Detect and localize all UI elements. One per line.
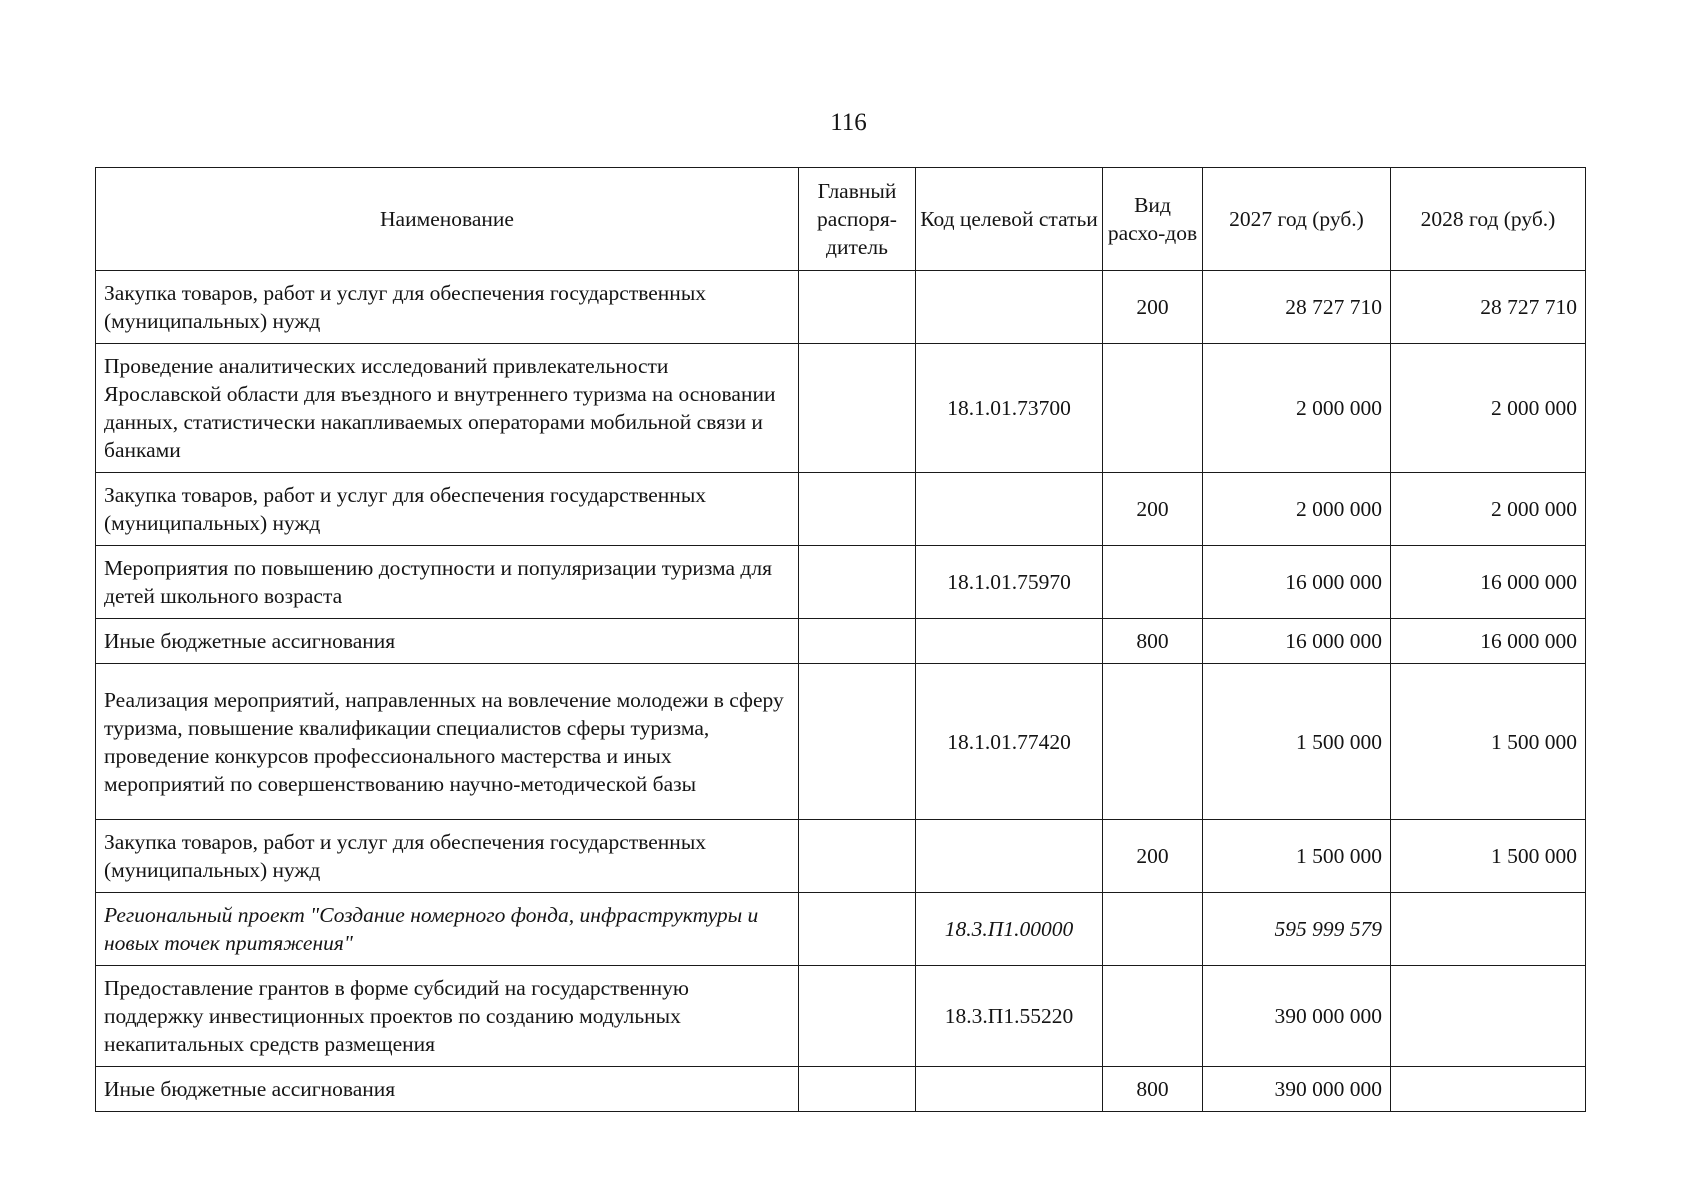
- table-row: [96, 473, 1586, 546]
- row-expense-type: [1103, 344, 1203, 473]
- row-target-code: 18.1.01.75970: [916, 546, 1103, 619]
- row-main-manager: [799, 619, 916, 664]
- row-name: Иные бюджетные ассигнования: [96, 619, 799, 664]
- table-row: [96, 664, 1586, 820]
- table-row: [96, 546, 1586, 619]
- header-target-code: Код целевой статьи: [916, 168, 1103, 271]
- table-row: [96, 966, 1586, 1067]
- row-name: Закупка товаров, работ и услуг для обеспечения государственных (муниципальных) нужд: [96, 820, 799, 893]
- row-target-code: 18.1.01.73700: [916, 344, 1103, 473]
- table-row: [96, 619, 1586, 664]
- row-main-manager: [799, 966, 916, 1067]
- row-target-code: [916, 1067, 1103, 1112]
- row-year-2027: 1 500 000: [1203, 820, 1391, 893]
- row-expense-type: [1103, 893, 1203, 966]
- header-year-2027: 2027 год (руб.): [1203, 168, 1391, 271]
- row-year-2027: 16 000 000: [1203, 619, 1391, 664]
- table-row: [96, 344, 1586, 473]
- row-target-code: [916, 271, 1103, 344]
- row-expense-type: 200: [1103, 271, 1203, 344]
- row-main-manager: [799, 664, 916, 820]
- header-expense-type: Вид расхо-дов: [1103, 168, 1203, 271]
- row-year-2028: 28 727 710: [1391, 271, 1586, 344]
- row-name: Проведение аналитических исследований привлекательности Ярославской области для въездного и внутреннего туризма на основании данных, статистически накапливаемых операторами мобильной связи и банками: [96, 344, 799, 473]
- row-expense-type: 200: [1103, 820, 1203, 893]
- row-target-code: [916, 473, 1103, 546]
- row-name: Закупка товаров, работ и услуг для обеспечения государственных (муниципальных) нужд: [96, 473, 799, 546]
- row-expense-type: [1103, 966, 1203, 1067]
- row-year-2027: 16 000 000: [1203, 546, 1391, 619]
- row-name: Реализация мероприятий, направленных на вовлечение молодежи в сферу туризма, повышение квалификации специалистов сферы туризма, проведение конкурсов профессионального мастерства и иных мероприятий по совершенствованию научно-методической базы: [96, 664, 799, 820]
- row-main-manager: [799, 546, 916, 619]
- row-expense-type: [1103, 546, 1203, 619]
- table-row: [96, 271, 1586, 344]
- header-year-2028: 2028 год (руб.): [1391, 168, 1586, 271]
- row-target-code: 18.3.П1.00000: [916, 893, 1103, 966]
- row-name: Предоставление грантов в форме субсидий на государственную поддержку инвестиционных проектов по созданию модульных некапитальных средств размещения: [96, 966, 799, 1067]
- row-year-2028: 1 500 000: [1391, 664, 1586, 820]
- row-year-2028: 16 000 000: [1391, 546, 1586, 619]
- row-expense-type: 800: [1103, 619, 1203, 664]
- page-number: 116: [830, 109, 867, 136]
- row-name: Закупка товаров, работ и услуг для обеспечения государственных (муниципальных) нужд: [96, 271, 799, 344]
- row-target-code: 18.3.П1.55220: [916, 966, 1103, 1067]
- row-expense-type: [1103, 664, 1203, 820]
- row-name: Региональный проект "Создание номерного фонда, инфраструктуры и новых точек притяжения": [96, 893, 799, 966]
- row-year-2027: 595 999 579: [1203, 893, 1391, 966]
- row-main-manager: [799, 271, 916, 344]
- row-target-code: [916, 619, 1103, 664]
- row-year-2027: 2 000 000: [1203, 473, 1391, 546]
- row-year-2028: [1391, 1067, 1586, 1112]
- row-year-2027: 2 000 000: [1203, 344, 1391, 473]
- row-main-manager: [799, 1067, 916, 1112]
- row-target-code: [916, 820, 1103, 893]
- table-row: [96, 820, 1586, 893]
- row-year-2028: 1 500 000: [1391, 820, 1586, 893]
- row-year-2027: 390 000 000: [1203, 966, 1391, 1067]
- row-target-code: 18.1.01.77420: [916, 664, 1103, 820]
- row-main-manager: [799, 893, 916, 966]
- row-year-2028: 16 000 000: [1391, 619, 1586, 664]
- row-year-2028: 2 000 000: [1391, 473, 1586, 546]
- row-name: Иные бюджетные ассигнования: [96, 1067, 799, 1112]
- header-main-manager: Главный распоря-дитель: [799, 168, 916, 271]
- row-main-manager: [799, 473, 916, 546]
- row-year-2027: 28 727 710: [1203, 271, 1391, 344]
- row-main-manager: [799, 344, 916, 473]
- table-row: [96, 893, 1586, 966]
- row-year-2028: [1391, 893, 1586, 966]
- row-expense-type: 800: [1103, 1067, 1203, 1112]
- row-year-2027: 390 000 000: [1203, 1067, 1391, 1112]
- row-name: Мероприятия по повышению доступности и популяризации туризма для детей школьного возраста: [96, 546, 799, 619]
- row-main-manager: [799, 820, 916, 893]
- header-name: Наименование: [96, 168, 799, 271]
- row-expense-type: 200: [1103, 473, 1203, 546]
- budget-table: [95, 167, 1586, 1112]
- row-year-2028: [1391, 966, 1586, 1067]
- table-row: [96, 1067, 1586, 1112]
- row-year-2027: 1 500 000: [1203, 664, 1391, 820]
- row-year-2028: 2 000 000: [1391, 344, 1586, 473]
- table-header-row: [96, 168, 1586, 271]
